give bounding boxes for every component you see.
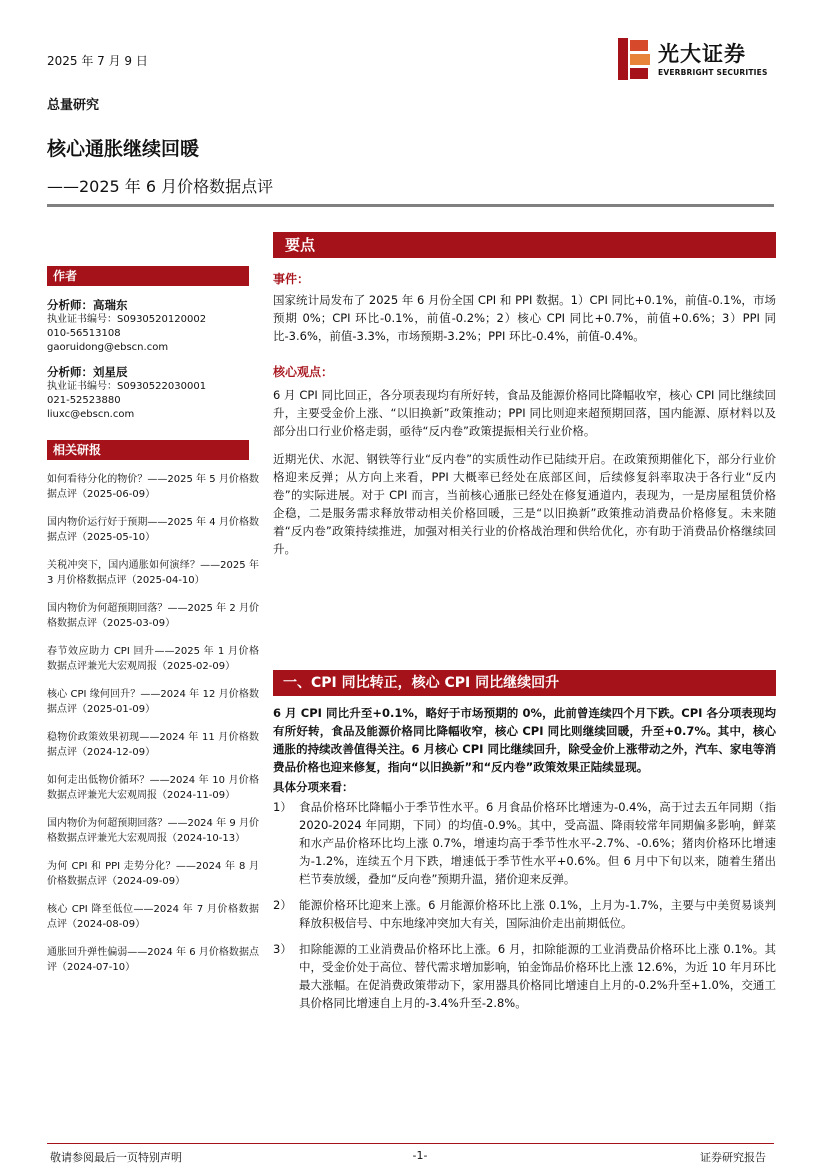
footer-disclaimer[interactable]: 敬请参阅最后一页特别声明: [50, 1151, 182, 1164]
author-list: [47, 296, 257, 422]
event-text: 国家统计局发布了 2025 年 6 月份全国 CPI 和 PPI 数据。1）CPI 同比+0.1%，前值-0.1%，市场预期 0%；CPI 环比-0.1%，前值-0.2%；2）核心 CPI 同比+0.7%，前值+0.6%；3）PPI 同比-3.6%，前值-3.3%，市场预期-3.2%；PPI 环比-0.4%，前值-0.4%。: [273, 293, 776, 343]
list-number: 3）: [273, 942, 292, 956]
research-item[interactable]: 国内物价为何超预期回落？——2025 年 2 月价格数据点评（2025-03-09）: [47, 603, 259, 629]
analyst-phone: 010-56513108: [47, 328, 121, 339]
core-view-label: 核心观点：: [273, 365, 334, 379]
section-summary: 6 月 CPI 同比升至+0.1%，略好于市场预期的 0%，此前曾连续四个月下跌。CPI 各分项表现均有所好转，食品及能源价格同比降幅收窄，核心 CPI 同比则继续回暖，升至+0.7%。其中，核心通胀的持续改善值得关注。6 月核心 CPI 同比继续回升，除受金价上涨带动之外，汽车、家电等消费品价格也迎来修复，指向“以旧换新”和“反内卷”政策效果正陆续显现。: [273, 706, 776, 774]
report-subtitle: ——2025 年 6 月价格数据点评: [47, 177, 274, 196]
list-text: 能源价格环比迎来上涨。6 月能源价格环比上涨 0.1%，上月为-1.7%，主要与中美贸易谈判释放积极信号、中东地缘冲突加大有关，国际油价走出前期低位。: [299, 898, 776, 930]
related-research-list: [47, 472, 259, 988]
research-item[interactable]: 如何看待分化的物价？——2025 年 5 月价格数据点评（2025-06-09）: [47, 474, 259, 500]
section-body: [273, 704, 776, 1020]
research-item[interactable]: 如何走出低物价循环？——2024 年 10 月价格数据点评兼光大宏观周报（2024-11-09）: [47, 775, 259, 801]
analyst-email[interactable]: liuxc@ebscn.com: [47, 409, 135, 420]
page-footer: [0, 1145, 826, 1169]
page-number: -1-: [412, 1149, 428, 1162]
research-item[interactable]: 核心 CPI 缘何回升？——2024 年 12 月价格数据点评（2025-01-09）: [47, 689, 259, 715]
analyst-phone: 021-52523880: [47, 395, 121, 406]
research-item[interactable]: 春节效应助力 CPI 回升——2025 年 1 月价格数据点评兼光大宏观周报（2025-02-09）: [47, 646, 259, 672]
logo-chinese-text: 光大证券: [658, 42, 746, 66]
header-divider: [47, 204, 774, 207]
research-item[interactable]: 核心 CPI 降至低位——2024 年 7 月价格数据点评（2024-08-09）: [47, 904, 259, 930]
research-item[interactable]: 为何 CPI 和 PPI 走势分化？——2024 年 8 月价格数据点评（2024-09-09）: [47, 861, 259, 887]
list-text: 扣除能源的工业消费品价格环比上涨。6 月，扣除能源的工业消费品价格环比上涨 0.1%。其中，受金价处于高位、替代需求增加影响，铂金饰品价格环比上涨 12.6%，为近 10 年月环比最大涨幅。在促消费政策带动下，家用器具价格同比增速自上月的-0.2%升至+1.0%，交通工具价格同比增速自上月的-3.4%升至-2.8%。: [299, 942, 776, 1010]
author-heading: 作者: [47, 266, 249, 286]
list-text: 食品价格环比降幅小于季节性水平。6 月食品价格环比增速为-0.4%，高于过去五年同期（指 2020-2024 年同期，下同）的均值-0.9%。其中，受高温、降雨较常年同期偏多影响，鲜菜和水产品价格环比均上涨 0.7%，增速均高于季节性水平-2.7%、-0.6%；猪肉价格环比增速为-1.2%，连续五个月下跌，增速低于季节性水平+0.6%。但 6 月中下旬以来，随着生猪出栏节奏放缓，叠加“反向卷”预期升温，猪价迎来反弹。: [299, 800, 776, 886]
report-date: 2025 年 7 月 9 日: [47, 54, 148, 68]
analyst-email[interactable]: gaoruidong@ebscn.com: [47, 342, 169, 353]
list-number: 2）: [273, 898, 292, 912]
analyst-block: [47, 298, 257, 355]
analyst-name: 分析师：刘星辰: [47, 365, 128, 379]
analyst-block: [47, 365, 257, 422]
key-points-heading: 要点: [273, 232, 776, 258]
analyst-name: 分析师：高瑞东: [47, 298, 128, 312]
company-logo: [618, 38, 778, 82]
list-item: [273, 940, 776, 1012]
research-heading: 相关研报: [47, 440, 249, 460]
logo-mark-icon: [618, 38, 652, 80]
footer-report-type: 证券研究报告: [700, 1151, 766, 1164]
analyst-cert: 执业证书编号：S0930520120002: [47, 314, 207, 325]
event-label: 事件：: [273, 272, 310, 286]
list-item: [273, 896, 776, 932]
research-item[interactable]: 国内物价为何超预期回落？——2024 年 9 月价格数据点评兼光大宏观周报（2024-10-13）: [47, 818, 259, 844]
footer-divider: [47, 1143, 774, 1144]
research-item[interactable]: 关税冲突下，国内通胀如何演绎？——2025 年 3 月价格数据点评（2025-04-10）: [47, 560, 259, 586]
research-item[interactable]: 稳物价政策效果初现——2024 年 11 月价格数据点评（2024-12-09）: [47, 732, 259, 758]
analyst-cert: 执业证书编号：S0930522030001: [47, 381, 207, 392]
core-view-paragraph: 近期光伏、水泥、钢铁等行业“反内卷”的实质性动作已陆续开启。在政策预期催化下，部分行业价格迎来反弹；从方向上来看，PPI 大概率已经处在底部区间，后续修复斜率取决于各行业“反内卷”的实际进展。对于 CPI 而言，当前核心通胀已经处在修复通道内，表现为，一是房屋租赁价格企稳，二是服务需求释放带动相关价格回暖，三是“以旧换新”政策推动消费品价格修复。未来随着“反内卷”政策持续推进，加强对相关行业的价格战治理和供给优化，亦有助于消费品价格继续回升。: [273, 452, 776, 556]
key-points-body: [273, 270, 776, 568]
list-number: 1）: [273, 800, 292, 814]
report-category: 总量研究: [47, 98, 100, 113]
section-title: 一、CPI 同比转正，核心 CPI 同比继续回升: [273, 670, 776, 696]
logo-english-text: EVERBRIGHT SECURITIES: [658, 68, 768, 77]
research-item[interactable]: 国内物价运行好于预期——2025 年 4 月价格数据点评（2025-05-10）: [47, 517, 259, 543]
report-title: 核心通胀继续回暖: [47, 138, 200, 160]
core-view-paragraph: 6 月 CPI 同比回正，各分项表现均有所好转，食品及能源价格同比降幅收窄，核心 CPI 同比继续回升，主要受金价上涨、“以旧换新”政策推动；PPI 同比则迎来超预期回落，国内能源、原材料以及部分出口行业价格走弱，亟待“反内卷”政策提振相关行业价格。: [273, 388, 776, 438]
detail-label: 具体分项来看：: [273, 780, 354, 794]
research-item[interactable]: 通胀回升弹性偏弱——2024 年 6 月价格数据点评（2024-07-10）: [47, 947, 259, 973]
list-item: [273, 798, 776, 888]
